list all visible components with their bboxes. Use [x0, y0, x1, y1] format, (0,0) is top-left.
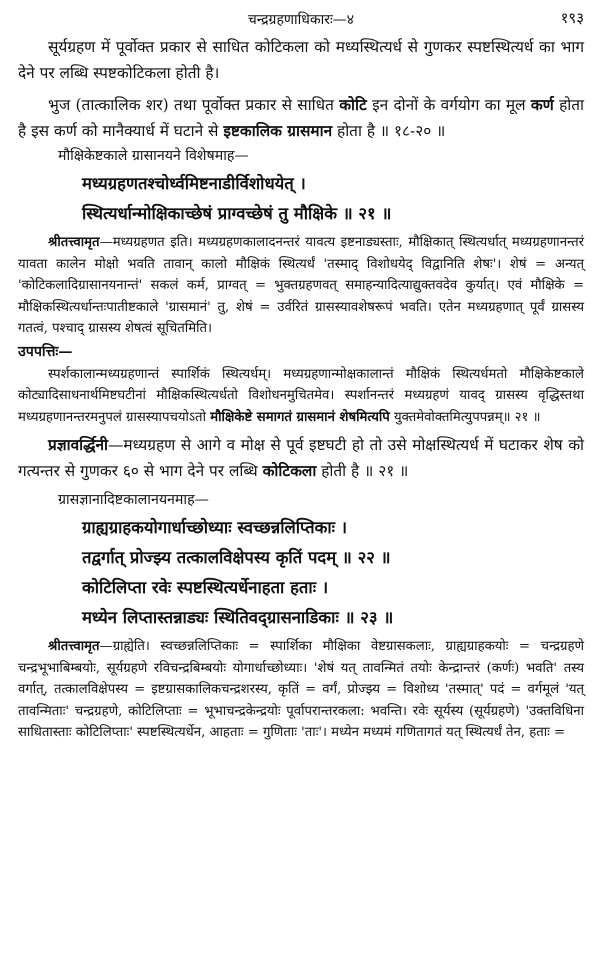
verse-21 — [18, 168, 584, 228]
verse-line: तद्वर्गात् प्रोज्झ्य तत्कालविक्षेपस्य कृतिं पदम् ॥ २२ ॥ — [82, 547, 391, 567]
verse-21-intro: मौक्षिकेष्टकाले ग्रासानयने विशेषमाह— — [58, 148, 249, 164]
prajna-lead: प्रज्ञावर्द्धिनी — [48, 436, 108, 454]
bold-term-grasmaan: इष्टकालिक ग्रासमान — [223, 122, 333, 140]
commentary-21: श्रीतत्त्वामृत—मध्यग्रहणत इति। मध्यग्रहणकालादनन्तरं यावत्य इष्टनाड्यस्ताः, मौक्षिकात् स्थित्यर्धात् मध्यग्रहणानन्तरं यावता कालेन मोक्षो भवति तावान् कालो मौक्षिकं स्थित्यर्धं 'तस्माद् विशोधयेद् विद्वानिति शेषः'। शेषं = अन्यत् 'कोटिकलादिग्रासानयनान्तं' सकलं कर्म, प्राग्वत् = भुक्तग्रहणवत् समाहन्यादित्याद्युक्तवदेव कुर्यात्। एवं मौक्षिके = मौक्षिकस्थित्यर्धान्तःपातीष्टकाले 'ग्रासमानं' तु, शेषं = उर्वरितं ग्रासस्यावशेषरूपं भवति। एतेन मध्यग्रहणात् पूर्वं ग्रासस्य गतत्वं, पश्चाद् ग्रासस्य शेषत्वं सूचितमिति। — [18, 235, 584, 336]
running-title: चन्द्रग्रहणाधिकारः—४ — [247, 12, 355, 28]
upapatti-heading: उपपत्तिः— — [18, 343, 73, 360]
bold-term-kotikala: कोटिकला — [262, 462, 317, 480]
hindi-paragraph-1: सूर्यग्रहण में पूर्वोक्त प्रकार से साधित कोटिकला को मध्यस्थित्यर्ध से गुणकर स्पष्टस्थित्यर्ध का भाग देने पर लब्धि स्पष्टकोटिकला होती है। — [18, 38, 584, 82]
hindi-paragraph-2: भुज (तात्कालिक शर) तथा पूर्वोक्त प्रकार से साधित कोटि इन दोनों के वर्गयोग का मूल कर्ण होता है इस कर्ण को मानैक्यार्ध में घटाने से इष्टकालिक ग्रासमान होता है ॥ १८-२० ॥ — [18, 96, 584, 140]
page-number: १९३ — [560, 9, 584, 27]
commentary-lead: श्रीतत्त्वामृत — [48, 235, 100, 250]
bold-term-koti: कोटि — [339, 96, 367, 114]
prajnavardhini-21: प्रज्ञावर्द्धिनी—मध्यग्रहण से आगे व मोक्ष से पूर्व इष्टघटी हो तो उसे मोक्षस्थित्यर्ध में घटाकर शेष को गत्यन्तर से गुणकर ६० से भाग देने पर लब्धि कोटिकला होती है ॥ २१ ॥ — [18, 436, 584, 480]
verse-22-intro: ग्रासज्ञानादिष्टकालानयनमाह— — [58, 492, 209, 508]
commentary-lead: श्रीतत्त्वामृत — [48, 639, 100, 654]
bold-term-karna: कर्ण — [530, 96, 554, 114]
verse-line: मध्यग्रहणतश्चोर्ध्वमिष्टनाडीर्विशोधयेत् । — [82, 173, 306, 193]
verse-line: मध्येन लिप्तास्तन्नाड्यः स्थितिवद्ग्रासनाडिकाः ॥ २३ ॥ — [82, 607, 394, 627]
commentary-22: श्रीतत्त्वामृत—ग्राह्येति। स्वच्छन्नलिप्तिकाः = स्पार्शिका मौक्षिका वेष्टग्रासकलाः, ग्राह्यग्राहकयोः = चन्द्रग्रहणे चन्द्रभूभाबिम्बयोः, सूर्यग्रहणे रविचन्द्रबिम्बयोः योगार्धाच्छोध्याः। 'शेषं यत् तावन्मितं तयोः केन्द्रान्तरं (कर्णः) भवति' तस्य वर्गात्, तत्कालविक्षेपस्य = इष्टग्रासकालिकचन्द्रशरस्य, कृतिं = वर्गं, प्रोज्झ्य = विशोध्य 'तस्मात्' पदं = वर्गमूलं 'यत् तावन्मिताः' चन्द्रग्रहणे, कोटिलिप्ताः = भूभाचन्द्रकेन्द्रयोः पूर्वापरान्तरकला: भवन्ति। रवेः सूर्यस्य (सूर्यग्रहणे) 'उक्तविधिना साधितास्ताः कोटिलिप्ताः' स्पष्टस्थित्यर्धेन, आहताः = गुणिताः 'ताः'। मध्येन मध्यमं गणितागतं यत् स्थित्यर्धं तेन, हताः = — [18, 639, 584, 740]
verse-line: कोटिलिप्ता रवेः स्पष्टस्थित्यर्धेनाहता हताः । — [82, 577, 329, 597]
page-header — [18, 8, 584, 30]
upapatti-21: स्पर्शकालान्मध्यग्रहणान्तं स्पार्शिकं स्थित्यर्धम्। मध्यग्रहणान्मोक्षकालान्तं मौक्षिकं स्थित्यर्धमतो मौक्षिकेष्टकाले कोट्यादिसाधनार्थमिष्टघटीनां मौक्षिकस्थित्यर्धतो विशोधनमुचितमेव। स्पर्शानन्तरं मध्यग्रहणं यावद् ग्रासस्य वृद्धिस्तथा मध्यग्रहणानन्तरमनुपलं ग्रासस्यापचयोऽतो मौक्षिकेष्टे समागतं ग्रासमानं शेषमित्यपि युक्तमेवोक्तमित्युपपन्नम्॥ २१ ॥ — [18, 366, 584, 425]
verse-22-23 — [18, 512, 584, 632]
verse-line: स्थित्यर्धान्मोक्षिकाच्छेषं प्राग्वच्छेषं तु मौक्षिके ॥ २१ ॥ — [82, 203, 392, 223]
verse-line: ग्राह्यग्राहकयोगार्धाच्छोध्याः स्वच्छन्नलिप्तिकाः । — [82, 517, 348, 537]
upapatti-bold: मौक्षिकेष्टे समागतं ग्रासमानं शेषमित्यपि — [210, 409, 390, 425]
